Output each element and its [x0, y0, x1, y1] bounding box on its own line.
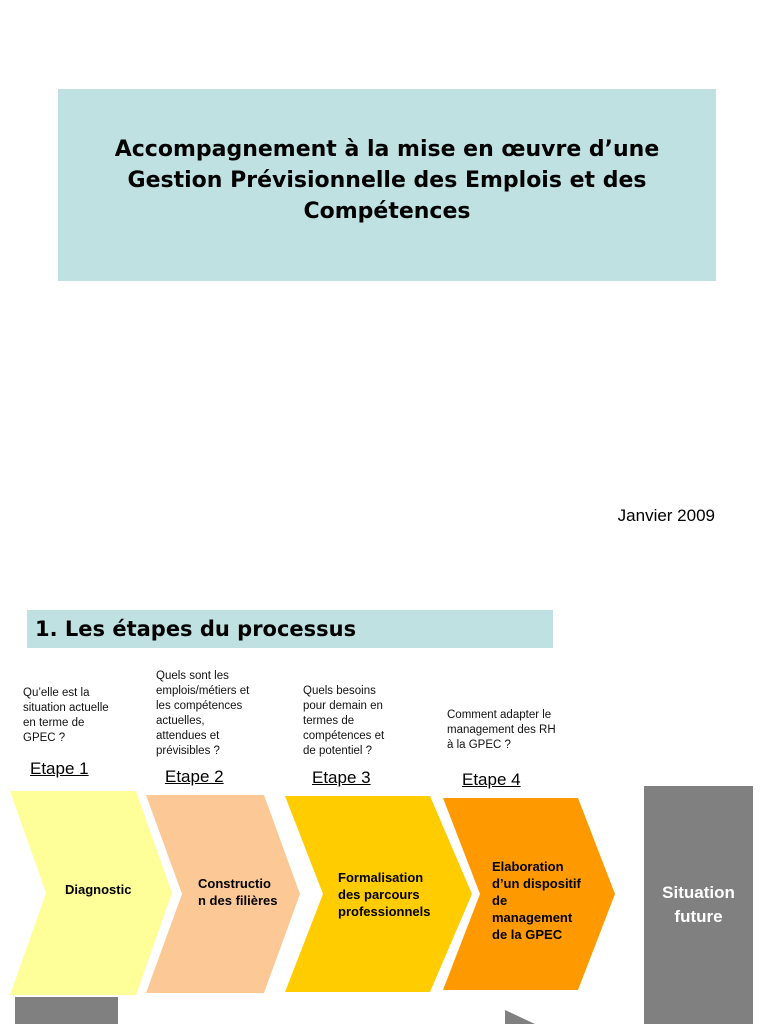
label-line: Elaboration [492, 859, 564, 874]
question-line: de potentiel ? [303, 745, 373, 757]
label-line: de la GPEC [492, 927, 563, 942]
etape-3-label: Etape 3 [312, 768, 371, 787]
question-line: pour demain en [303, 700, 383, 712]
label-line: management [492, 910, 573, 925]
question-line: en terme de [23, 717, 85, 729]
label-line: d’un dispositif [492, 876, 581, 891]
question-line: Comment adapter le [447, 709, 552, 721]
question-line: Quels besoins [303, 685, 376, 697]
title-line-1: Accompagnement à la mise en œuvre d’une [114, 136, 660, 162]
label-line: Formalisation [338, 870, 424, 885]
situation-future-label [662, 881, 735, 929]
question-line: à la GPEC ? [447, 739, 511, 751]
label-line: des parcours [338, 887, 420, 902]
question-line: attendues et [156, 730, 220, 742]
question-line: emplois/métiers et [156, 685, 250, 697]
title-line-2: Gestion Prévisionnelle des Emplois et des [127, 167, 647, 193]
question-line: actuelles, [156, 715, 205, 727]
question-line: prévisibles ? [156, 745, 220, 757]
label-line: de [492, 893, 508, 908]
question-line: situation actuelle [23, 702, 109, 714]
section-title: 1. Les étapes du processus [35, 617, 357, 641]
partial-gray-block [15, 997, 118, 1024]
future-line-1: Situation [662, 883, 735, 902]
question-line: les compétences [156, 700, 243, 712]
etape-4-label: Etape 4 [462, 770, 521, 789]
step-1-label [65, 881, 131, 898]
question-line: termes de [303, 715, 355, 727]
label-line: n des filières [198, 893, 278, 908]
etape-2-label: Etape 2 [165, 767, 224, 786]
question-line: Quels sont les [156, 670, 229, 682]
step-2-label [198, 875, 277, 909]
question-line: management des RH [447, 724, 556, 736]
step-3-label [338, 869, 430, 920]
question-line: compétences et [303, 730, 385, 742]
title-line-3: Compétences [303, 198, 471, 224]
step-4-label [492, 858, 581, 943]
label-line: Diagnostic [65, 882, 132, 897]
etape-1-label: Etape 1 [30, 759, 89, 778]
label-line: professionnels [338, 904, 431, 919]
future-line-2: future [674, 907, 723, 926]
label-line: Constructio [198, 876, 271, 891]
document-date: Janvier 2009 [617, 506, 715, 525]
situation-future-box [644, 786, 753, 1024]
question-line: Qu’elle est la [23, 687, 90, 699]
partial-arrow-shape [505, 1010, 535, 1024]
question-line: GPEC ? [23, 732, 66, 744]
